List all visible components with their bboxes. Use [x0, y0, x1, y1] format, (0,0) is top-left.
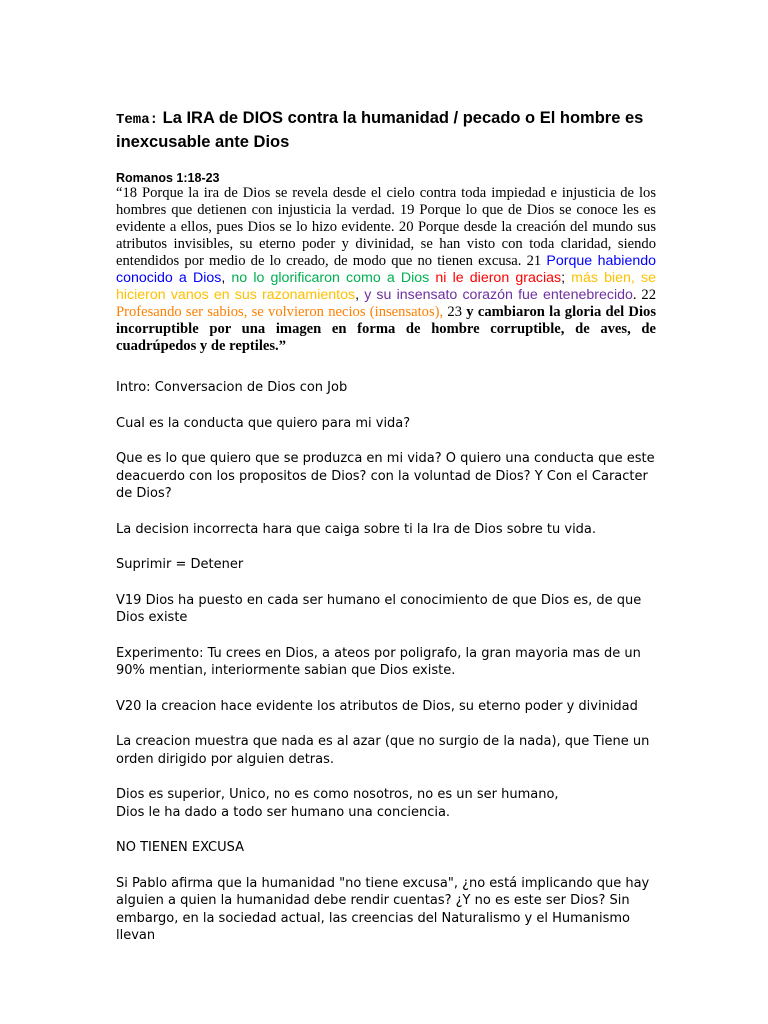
note-decision: La decision incorrecta hara que caiga sobre ti la Ira de Dios sobre tu vida. [116, 521, 597, 537]
verse-highlight-gold: más bien, se hicieron vanos en sus razonamientos [116, 270, 656, 303]
note-question-life: Que es lo que quiero que se produzca en mi vida? O quiero una conducta que este deacuerdo con los propositos de Dios? con la voluntad de Dios? Y Con el Caracter de Dios? [116, 451, 655, 501]
note-pablo: Si Pablo afirma que la humanidad "no tiene excusa", ¿no está implicando que hay alguien a quien la humanidad debe rendir cuentas? ¿Y no es este ser Dios? Sin embargo, en la sociedad actual, las creencias del Naturalismo y el Humanismo llevan [116, 875, 650, 943]
note-no-excuse: NO TIENEN EXCUSA [116, 840, 245, 855]
scripture-reference: Romanos 1:18-23 [116, 171, 220, 185]
note-suprimir: Suprimir = Detener [116, 557, 244, 572]
sermon-notes [116, 379, 656, 963]
verse-comma-2: , [355, 287, 365, 303]
verse-part-18-20: “18 Porque la ira de Dios se revela desde el cielo contra toda impiedad e injusticia de los hombres que detienen con injusticia la verdad. 19 Porque lo que de Dios se conoce les es evidente a ellos, pues Dios se lo hizo evidente. 20 Porque desde la creación del mundo sus atributos invisibles, su eterno poder y divinidad, se han visto con toda claridad, siendo entendidos por medio de lo creado, de modo que no tienen excusa. [116, 185, 656, 269]
verse-highlight-orange: Profesando ser sabios, se volvieron necios (insensatos), [116, 304, 444, 320]
verse-semicolon: ; [561, 270, 572, 286]
note-v20: V20 la creacion hace evidente los atributos de Dios, su eterno poder y divinidad [116, 698, 638, 714]
verse-highlight-blue: Porque habiendo conocido a Dios [116, 253, 657, 286]
verse-number-23: 23 [443, 304, 467, 320]
note-intro: Intro: Conversacion de Dios con Job [116, 380, 348, 395]
note-experiment: Experimento: Tu crees en Dios, a ateos por poligrafo, la gran mayoria mas de un 90% mentian, interiormente sabian que Dios existe. [116, 645, 641, 678]
note-creation: La creacion muestra que nada es al azar (que no surgio de la nada), que Tiene un orden dirigido por alguien detras. [116, 734, 650, 767]
verse-highlight-green: no lo glorificaron como a Dios [231, 270, 430, 286]
note-superior: Dios es superior, Unico, no es como nosotros, no es un ser humano, [116, 787, 559, 802]
verse-highlight-red: ni le dieron gracias [435, 270, 562, 286]
page-title [116, 107, 676, 153]
verse-highlight-purple: y su insensato corazón fue entenebrecido [364, 287, 633, 303]
verse-bold-23: y cambiaron la gloria del Dios incorruptible por una imagen en forma de hombre corruptible, de aves, de cuadrúpedos y de reptiles.” [116, 304, 657, 354]
verse-number-22: . 22 [632, 287, 656, 303]
note-conscience: Dios le ha dado a todo ser humano una conciencia. [116, 804, 451, 820]
note-v19: V19 Dios ha puesto en cada ser humano el conocimiento de que Dios es, de que Dios existe [116, 592, 642, 625]
title-prefix: Tema: [116, 112, 159, 128]
verse-comma-1: , [221, 270, 232, 286]
title-text: La IRA de DIOS contra la humanidad / pecado o El hombre es inexcusable ante Dios [116, 109, 644, 151]
verse-number-21: 21 [526, 253, 547, 269]
note-question-conduct: Cual es la conducta que quiero para mi vida? [116, 415, 411, 431]
scripture-passage [116, 185, 656, 355]
